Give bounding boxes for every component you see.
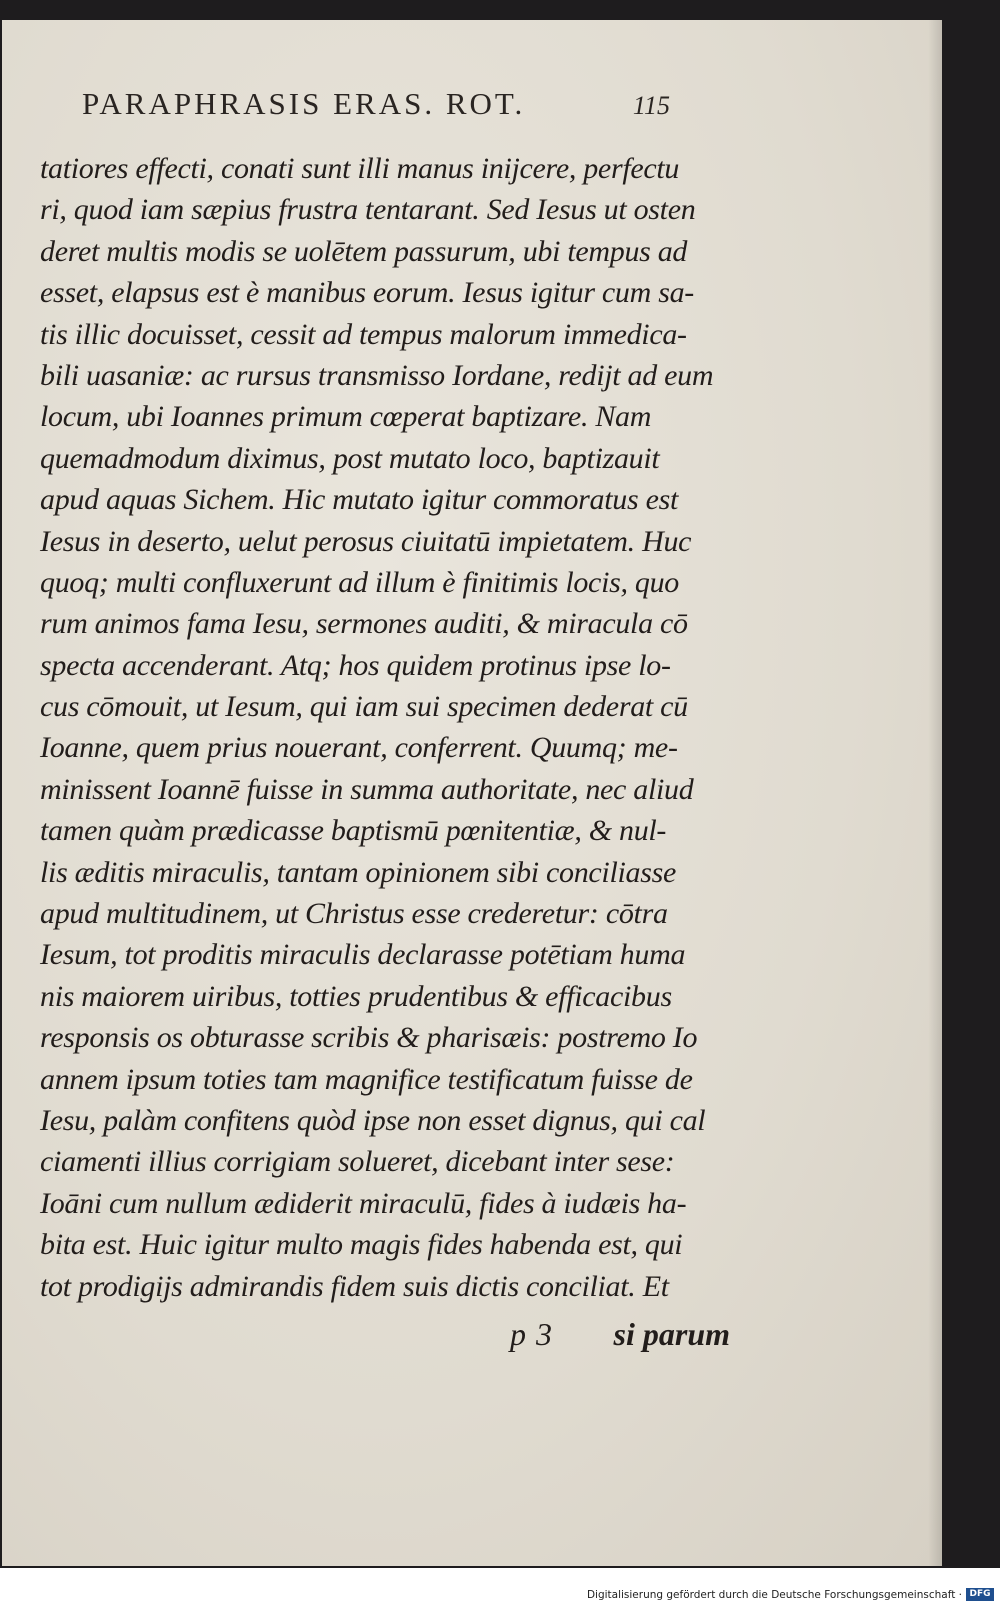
catchword: si parum xyxy=(613,1316,730,1352)
text-line: quoq; multi confluxerunt ad illum è finitimis locis, quo xyxy=(40,565,679,599)
text-line: bita est. Huic igitur multo magis fides habenda est, qui xyxy=(40,1228,683,1262)
text-line: apud multitudinem, ut Christus esse crederetur: cōtra xyxy=(40,897,668,931)
text-line: Ioāni cum nullum ædiderit miraculū, fides à iudæis ha- xyxy=(40,1186,687,1220)
text-line: specta accenderant. Atq; hos quidem protinus ipse lo- xyxy=(40,648,671,682)
folio-number: 115 xyxy=(632,91,670,120)
text-line: Ioanne, quem prius nouerant, conferrent. Quumq; me- xyxy=(40,731,678,765)
text-line: esset, elapsus est è manibus eorum. Iesus igitur cum sa- xyxy=(40,276,694,310)
running-title: PARAPHRASIS ERAS. ROT. xyxy=(82,86,526,121)
signature-mark: p 3 xyxy=(510,1316,553,1352)
text-line: minissent Ioannē fuisse in summa authoritate, nec aliud xyxy=(40,772,694,806)
text-line: Iesus in deserto, uelut perosus ciuitatū impietatem. Huc xyxy=(40,524,692,558)
page-footer xyxy=(510,1316,730,1353)
text-line: Iesu, palàm confitens quòd ipse non esset dignus, qui cal xyxy=(40,1103,706,1137)
text-line: bili uasaniæ: ac rursus transmisso Iordane, redijt ad eum xyxy=(40,358,714,392)
text-line: ri, quod iam sæpius frustra tentarant. Sed Iesus ut osten xyxy=(40,193,696,227)
text-line: responsis os obturasse scribis & pharisæis: postremo Io xyxy=(40,1021,698,1055)
text-line: cus cōmouit, ut Iesum, qui iam sui specimen dederat cū xyxy=(40,690,688,724)
page-edge-shadow xyxy=(928,20,942,1566)
text-line: locum, ubi Ioannes primum cœperat baptizare. Nam xyxy=(40,400,652,434)
text-line: apud aquas Sichem. Hic mutato igitur commoratus est xyxy=(40,483,678,517)
text-line: ciamenti illius corrigiam solueret, dicebant inter sese: xyxy=(40,1145,675,1179)
body-text xyxy=(40,148,720,1307)
text-line: nis maiorem uiribus, totties prudentibus & efficacibus xyxy=(40,979,672,1013)
scan-credit-text: Digitalisierung gefördert durch die Deutsche Forschungsgemeinschaft · xyxy=(586,1589,962,1601)
text-line: rum animos fama Iesu, sermones auditi, & miracula cō xyxy=(40,607,688,641)
text-line: tatiores effecti, conati sunt illi manus inijcere, perfectu xyxy=(40,152,680,185)
text-line: annem ipsum toties tam magnifice testificatum fuisse de xyxy=(40,1062,693,1096)
text-line: lis æditis miraculis, tantam opinionem sibi conciliasse xyxy=(40,855,677,889)
text-line: quemadmodum diximus, post mutato loco, baptizauit xyxy=(40,441,660,475)
dfg-logo-icon: DFG xyxy=(966,1588,994,1601)
running-head xyxy=(82,86,682,122)
text-line: tot prodigijs admirandis fidem suis dictis conciliat. Et xyxy=(40,1269,669,1303)
text-line: tis illic docuisset, cessit ad tempus malorum immedica- xyxy=(40,317,687,351)
text-line: tamen quàm prædicasse baptismū pœnitentiæ, & nul- xyxy=(40,814,667,848)
text-line: deret multis modis se uolētem passurum, ubi tempus ad xyxy=(40,234,688,268)
text-line: Iesum, tot proditis miraculis declarasse potētiam huma xyxy=(40,938,686,972)
